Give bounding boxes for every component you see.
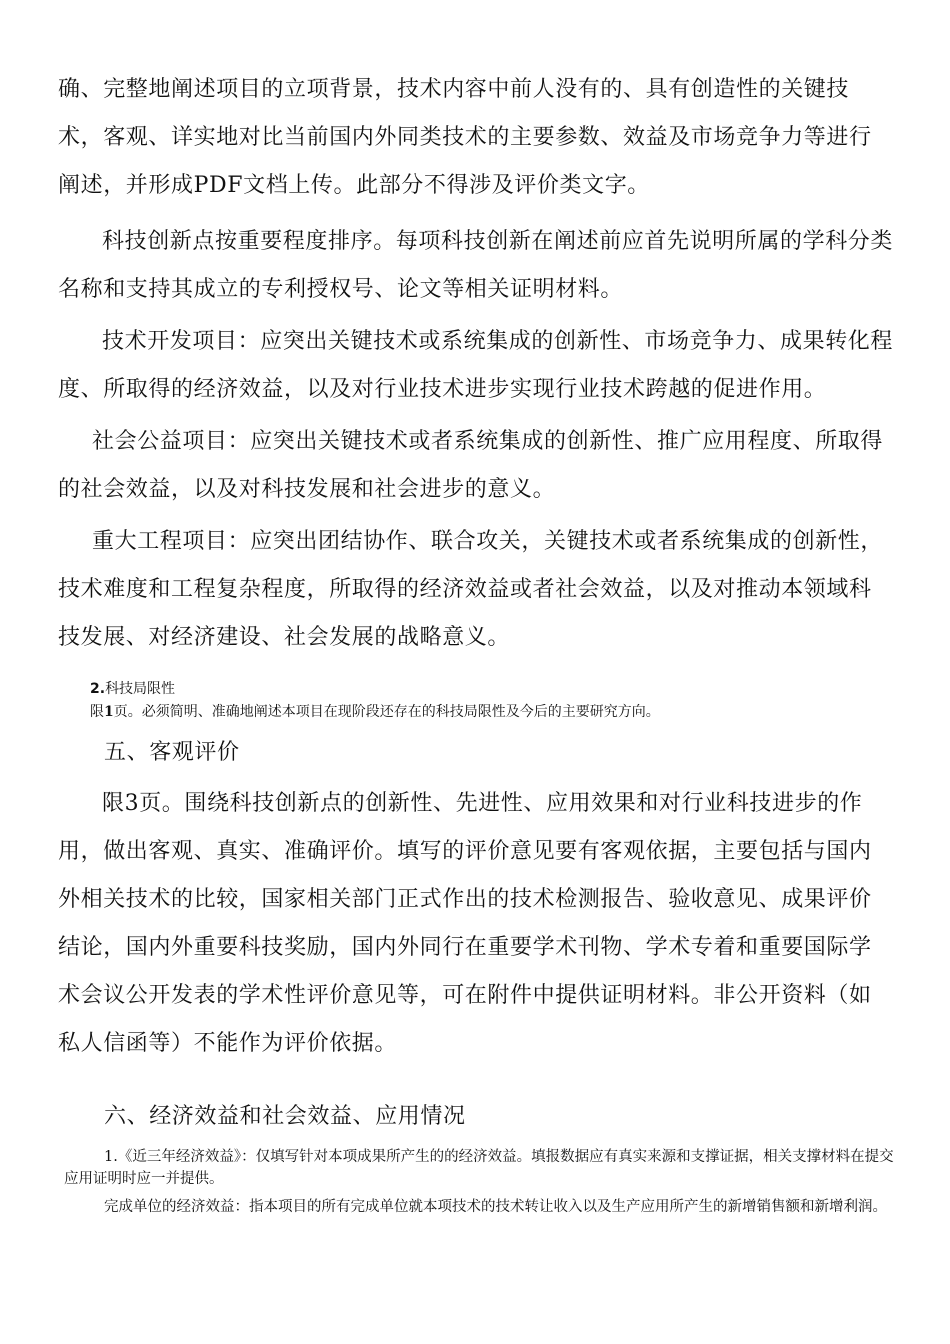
paragraph-tech-development: 技术开发项目：应突出关键技术或系统集成的创新性、市场竞争力、成果转化程度、所取得的经济效益，以及对行业技术进步实现行业技术跨越的促进作用。	[58, 329, 894, 402]
section-2-number: 2.	[90, 681, 106, 697]
section-2-limit-prefix: 限	[90, 704, 104, 720]
paragraph-background: 确、完整地阐述项目的立项背景，技术内容中前人没有的、具有创造性的关键技术，客观、详实地对比当前国内外同类技术的主要参数、效益及市场竞争力等进行阐述，并形成PDF文档上传。此部分不得涉及评价类文字。	[58, 77, 872, 198]
section-2-title-text: 科技局限性	[105, 681, 176, 697]
paragraph-social-welfare: 社会公益项目：应突出关键技术或者系统集成的创新性、推广应用程度、所取得的社会效益，以及对科技发展和社会进步的意义。	[58, 429, 884, 502]
section-2-body	[90, 702, 890, 723]
note-three-year-economic: 1.《近三年经济效益》：仅填写针对本项成果所产生的的经济效益。填报数据应有真实来源和支撑证据，相关支撑材料在提交应用证明时应一并提供。	[64, 1149, 894, 1187]
heading-economic-social-benefits: 六、经济效益和社会效益、应用情况	[104, 1104, 466, 1129]
note-unit-economic-benefit: 完成单位的经济效益：指本项目的所有完成单位就本项技术的技术转让收入以及生产应用所产生的新增销售额和新增利润。	[104, 1199, 887, 1215]
paragraph-innovation-order: 科技创新点按重要程度排序。每项科技创新在阐述前应首先说明所属的学科分类名称和支持其成立的专利授权号、论文等相关证明材料。	[58, 229, 894, 302]
heading-objective-evaluation: 五、客观评价	[104, 740, 240, 765]
paragraph-evaluation: 限3页。围绕科技创新点的创新性、先进性、应用效果和对行业科技进步的作用，做出客观、真实、准确评价。填写的评价意见要有客观依据，主要包括与国内外相关技术的比较，国家相关部门正式作出的技术检测报告、验收意见、成果评价结论，国内外重要科技奖励，国内外同行在重要学术刊物、学术专着和重要国际学术会议公开发表的学术性评价意见等，可在附件中提供证明材料。非公开资料（如私人信函等）不能作为评价依据。	[58, 791, 872, 1056]
section-2-body-text: 页。必须简明、准确地阐述本项目在现阶段还存在的科技局限性及今后的主要研究方向。	[113, 704, 660, 720]
section-2-title	[90, 679, 175, 699]
paragraph-major-engineering: 重大工程项目：应突出团结协作、联合攻关，关键技术或者系统集成的创新性，技术难度和工程复杂程度，所取得的经济效益或者社会效益，以及对推动本领域科技发展、对经济建设、社会发展的战略意义。	[58, 529, 884, 650]
section-2-page-count: 1	[104, 704, 114, 720]
